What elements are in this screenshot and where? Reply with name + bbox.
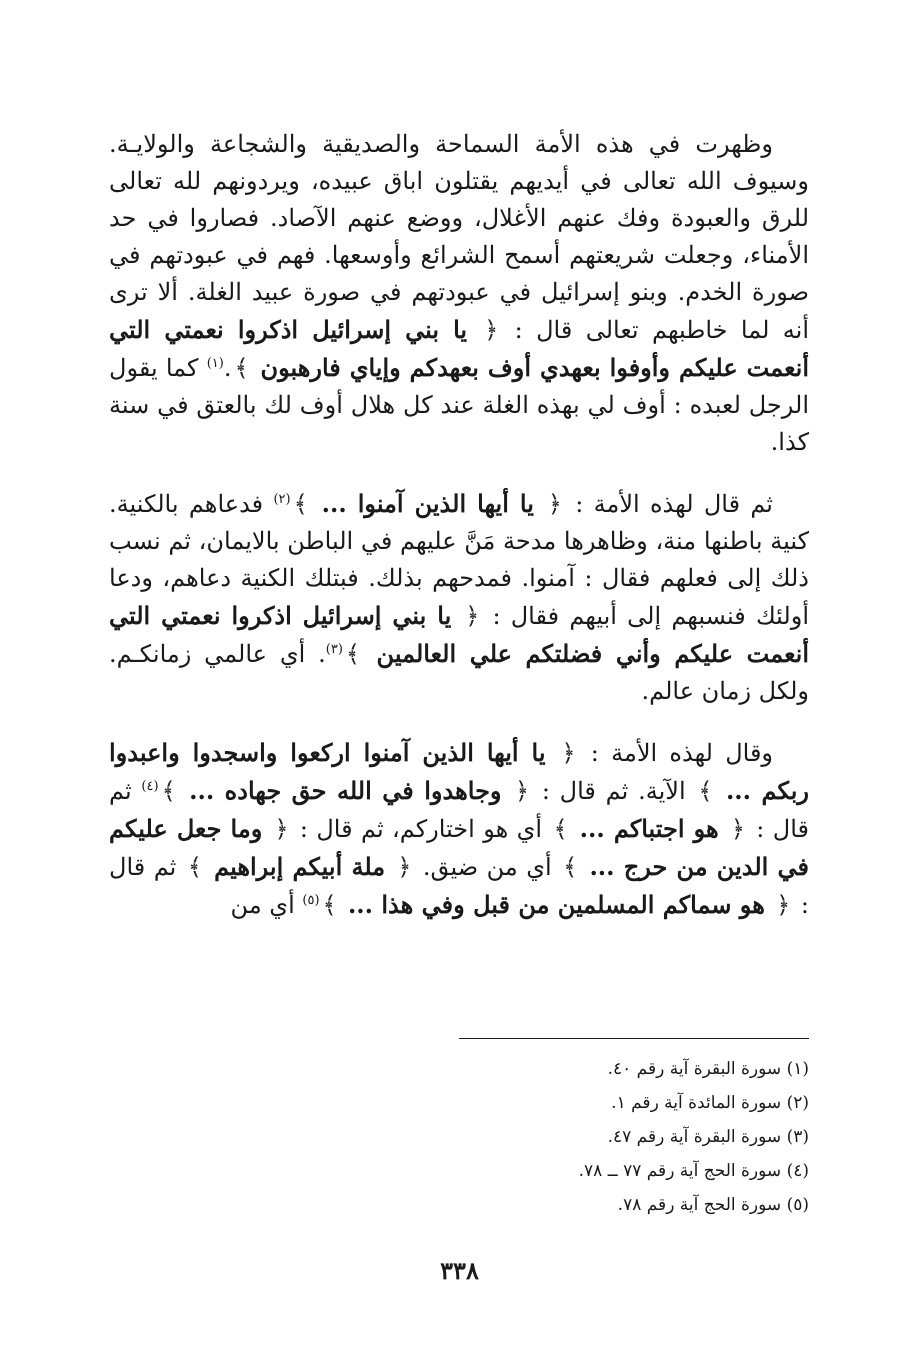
ornate-bracket: ﴿: [776, 891, 791, 919]
footnote-text: سورة المائدة آية رقم ١.: [611, 1093, 782, 1113]
footnote-text: سورة البقرة آية رقم ٤٠.: [607, 1059, 782, 1079]
body-text-run: أي من: [230, 891, 303, 919]
ornate-bracket: ﴿: [547, 490, 562, 518]
paragraph-2: [109, 485, 809, 710]
quran-verse: هو اجتباكم ...: [570, 814, 728, 843]
ornate-bracket: ﴾: [161, 777, 176, 805]
ornate-bracket: ﴿: [484, 316, 499, 344]
body-text-run: وظهرت في هذه الأمة السماحة والصديقية والشجاعة والولايـة. وسيوف الله تعالى في أيديهم يقتلون اباق عبيده، ويردونهم لله تعالى للرق والعبودة وفك عنهم الأغلال، ووضع عنهم الآصاد. فصاروا في حد الأمناء، وجعلت شريعتهم أسمح الشرائع وأوسعها. فهم في عبودتهم في صورة الخدم. وبنو إسرائيل في عبودتهم في صورة عبيد الغلة. ألا ترى أنه لما خاطبهم تعالى قال :: [109, 130, 810, 344]
body-text-run: ثم قال :: [109, 853, 809, 919]
ornate-bracket: ﴿: [730, 815, 745, 843]
footnote-separator: [459, 1038, 809, 1039]
footnote-5: [389, 1188, 809, 1222]
ornate-bracket: ﴾: [293, 490, 308, 518]
body-text-run: أي من ضيق.: [414, 853, 561, 881]
ornate-bracket: ﴿: [397, 853, 412, 881]
body-text-run: وقال لهذه الأمة :: [578, 739, 774, 767]
footnote-1: [389, 1052, 809, 1086]
body-text-run: فدعاهم بالكنية. كنية باطنها منة، وظاهرها مدحة مَنَّ عليهم في الباطن بالايمان، ثم نسب ذلك إلى فعلهم فقال : آمنوا. فمدحهم بذلك. فبتلك الكنية دعاهم، ودعا أولئك فنسبهم إلى أبيهم فقال :: [109, 490, 809, 630]
footnote-reference: (١): [206, 356, 224, 371]
quran-verse: هو سماكم المسلمين من قبل وفي هذا ...: [339, 890, 774, 919]
footnote-number: (٤): [786, 1161, 809, 1181]
ornate-bracket: ﴾: [563, 853, 578, 881]
footnote-text: سورة الحج آية رقم ٧٨.: [617, 1195, 782, 1215]
footnote-3: [389, 1120, 809, 1154]
quran-verse: يا بني إسرائيل اذكروا نعمتي التي أنعمت عليكم وأوفوا بعهدي أوف بعهدكم وإياي فارهبون: [109, 315, 809, 382]
footnote-2: [389, 1086, 809, 1120]
ornate-bracket: ﴾: [234, 354, 249, 382]
footnote-4: [389, 1154, 809, 1188]
quran-verse: وما جعل عليكم في الدين من حرج ...: [109, 814, 810, 881]
footnote-text: سورة الحج آية رقم ٧٧ ــ ٧٨.: [578, 1161, 782, 1181]
ornate-bracket: ﴾: [322, 891, 337, 919]
quran-verse: يا بني إسرائيل اذكروا نعمتي التي أنعمت عليكم وأني فضلتكم علي العالمين: [109, 601, 810, 668]
quran-verse: ملة أبيكم إبراهيم: [204, 852, 395, 881]
body-text-run: كما يقول الرجل لعبده : أوف لي بهذه الغلة عند كل هلال أوف لك بالعتق في سنة كذا.: [109, 354, 809, 456]
footnote-text: سورة البقرة آية رقم ٤٧.: [607, 1127, 782, 1147]
ornate-bracket: ﴿: [465, 602, 480, 630]
footnote-number: (٣): [786, 1127, 809, 1147]
body-text: [109, 126, 809, 924]
paragraph-3: [109, 734, 809, 924]
quran-verse: يا أيها الذين آمنوا اركعوا واسجدوا واعبدوا ربكم ...: [109, 738, 810, 805]
footnote-number: (٥): [786, 1195, 809, 1215]
ornate-bracket: ﴿: [274, 815, 289, 843]
body-text-run: ثم قال :: [109, 777, 809, 843]
footnote-number: (١): [786, 1059, 809, 1079]
quran-verse: وجاهدوا في الله حق جهاده ...: [178, 776, 512, 805]
body-text-run: . أي عالمي زمانكـم. ولكل زمان عالم.: [109, 640, 809, 705]
footnote-reference: (٥): [302, 893, 320, 908]
body-text-run: أي هو اختاركم، ثم قال :: [291, 815, 551, 843]
ornate-bracket: ﴾: [345, 640, 360, 668]
ornate-bracket: ﴾: [187, 853, 202, 881]
footnote-reference: (٣): [325, 642, 343, 657]
ornate-bracket: ﴾: [553, 815, 568, 843]
footnote-reference: (٤): [141, 779, 159, 794]
body-text-run: ثم قال لهذه الأمة :: [564, 490, 773, 518]
ornate-bracket: ﴾: [698, 777, 713, 805]
footnote-reference: (٢): [273, 492, 291, 507]
body-text-run: الآية. ثم قال :: [532, 777, 696, 805]
body-text-run: .: [223, 354, 232, 382]
ornate-bracket: ﴿: [515, 777, 530, 805]
quran-verse: يا أيها الذين آمنوا ...: [310, 489, 545, 518]
footnote-number: (٢): [786, 1093, 809, 1113]
page-number: ٣٣٨: [440, 1256, 479, 1285]
ornate-bracket: ﴿: [561, 739, 576, 767]
paragraph-1: [109, 126, 809, 461]
footnotes: [389, 1052, 809, 1222]
